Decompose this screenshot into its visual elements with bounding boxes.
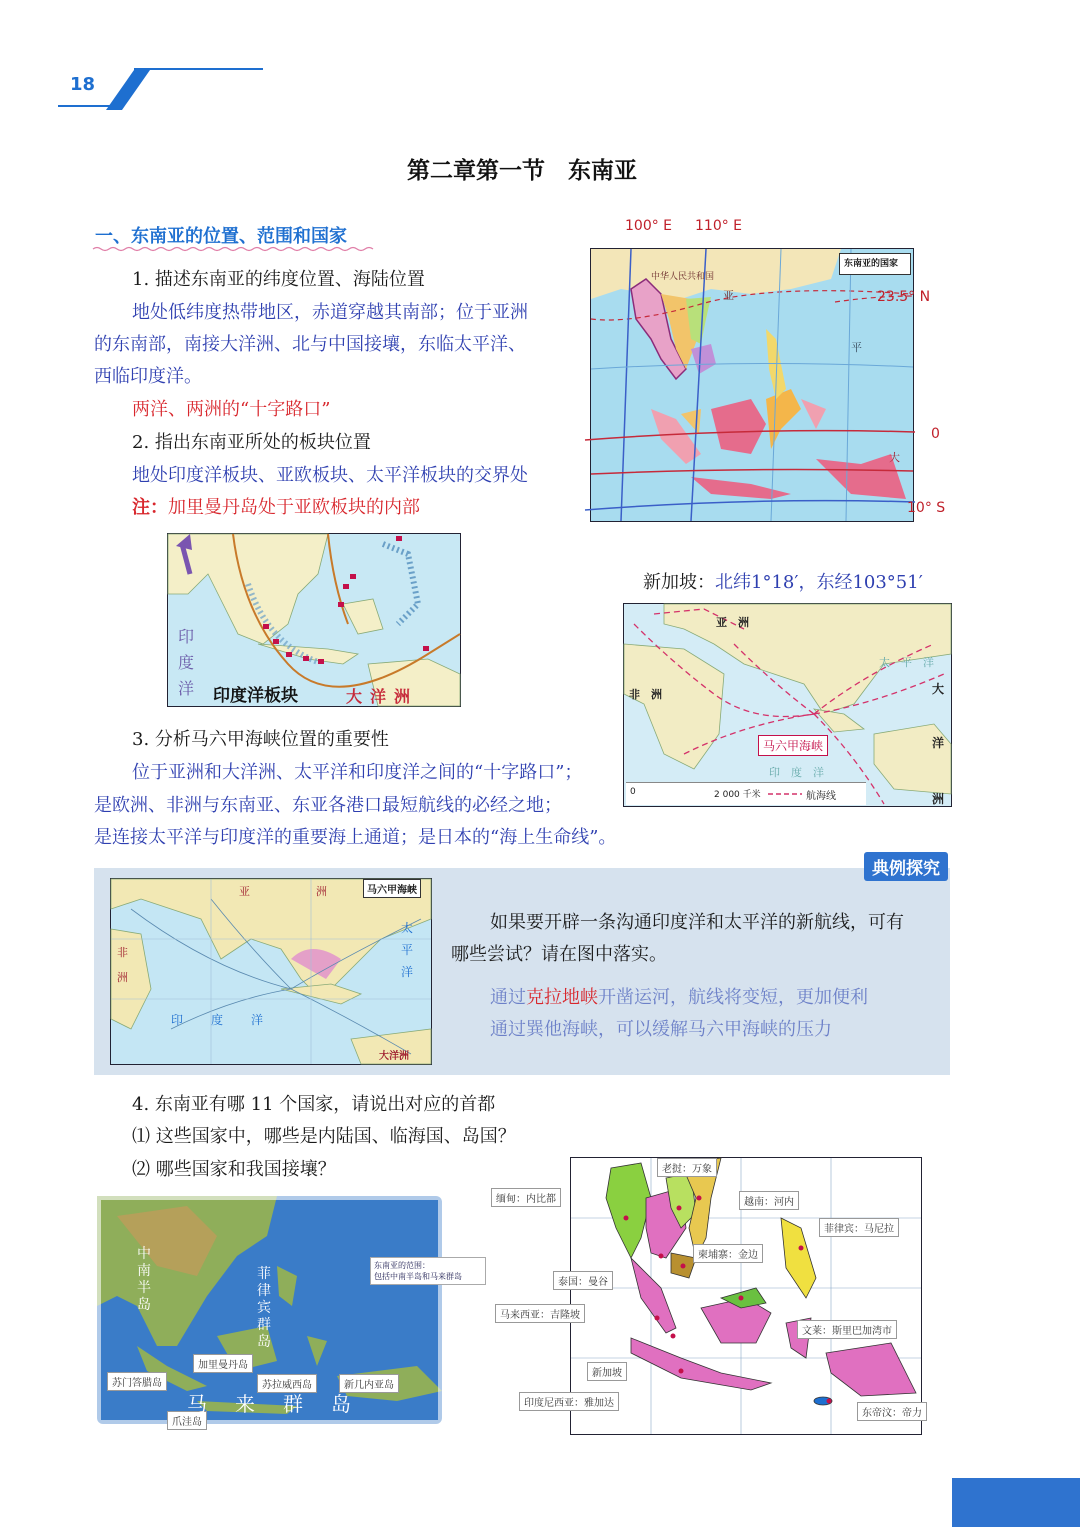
malacca-label-yang2: 洋 <box>251 1013 264 1027</box>
lat-label-tropic: 23.5° N <box>877 289 931 305</box>
malacca-map-drawing <box>111 879 431 1064</box>
capital-indonesia: 印度尼西亚：雅加达 <box>519 1392 619 1411</box>
shipping-route-map <box>623 603 952 807</box>
singapore-coords: 北纬1°18′，东经103°51′ <box>715 572 923 593</box>
malacca-label-ya: 亚 <box>239 885 250 898</box>
route-label-yang: 洋 <box>932 736 945 750</box>
example-question-line-1: 如果要开辟一条沟通印度洋和太平洋的新航线，可有 <box>490 912 904 933</box>
capital-thailand: 泰国：曼谷 <box>553 1271 613 1290</box>
label-oceania: 大 <box>889 451 900 464</box>
corner-block <box>952 1478 1080 1527</box>
answer-1-line-1: 地处低纬度热带地区，赤道穿越其南部；位于亚洲 <box>132 302 528 323</box>
relief-map <box>97 1196 442 1428</box>
example-answer-1 <box>490 982 868 1014</box>
question-2: 2. 指出东南亚所处的板块位置 <box>132 432 371 453</box>
capital-philippines: 菲律宾：马尼拉 <box>819 1218 899 1237</box>
example-tag: 典例探究 <box>864 852 948 881</box>
page-header <box>58 66 268 110</box>
answer-1-line-3: 西临印度洋。 <box>94 366 202 387</box>
route-label-da: 大 <box>932 682 945 696</box>
example-answer-1-key: 克拉地峡 <box>526 987 598 1008</box>
lat-label-equator: 0 <box>931 426 940 442</box>
malacca-label-yang1: 洋 <box>401 965 414 979</box>
example-answer-1-prefix: 通过 <box>490 987 526 1008</box>
capital-myanmar: 缅甸：内比都 <box>491 1188 561 1207</box>
route-label-zhou: 洲 <box>932 792 945 806</box>
answer-3-line-2: 是欧洲、非洲与东南亚、东亚各港口最短航线的必经之地； <box>94 795 562 816</box>
scale-text: 2 000 千米 <box>714 790 761 800</box>
relief-callout-line-1: 东南亚的范围： <box>374 1261 430 1270</box>
capital-vietnam: 越南：河内 <box>739 1191 799 1210</box>
relief-label-malay: 马 来 群 岛 <box>187 1392 355 1416</box>
relief-label-kalimantan: 加里曼丹岛 <box>193 1354 253 1373</box>
route-strait-label: 马六甲海峡 <box>758 735 828 756</box>
lon-label-110: 110° E <box>695 218 743 234</box>
note-text: 加里曼丹岛处于亚欧板块的内部 <box>168 497 420 518</box>
label-asia: 亚 <box>723 289 734 302</box>
plate-map-drawing <box>168 534 460 706</box>
map1-extension-lines <box>585 212 955 530</box>
answer-3-line-1: 位于亚洲和大洋洲、太平洋和印度洋之间的“十字路口”； <box>132 762 583 783</box>
legend-route: 航海线 <box>806 791 836 802</box>
malacca-map <box>110 878 432 1065</box>
relief-callout-line-2: 包括中南半岛和马来群岛 <box>374 1272 462 1281</box>
plate-label-oceania: 大洋洲 <box>346 687 419 706</box>
question-1: 1. 描述东南亚的纬度位置、海陆位置 <box>132 269 425 290</box>
route-label-africa: 非 洲 <box>629 688 662 701</box>
capital-timor-leste: 东帝汶：帝力 <box>857 1402 927 1421</box>
malacca-label-du: 度 <box>211 1013 224 1027</box>
capital-brunei: 文莱：斯里巴加湾市 <box>797 1320 897 1339</box>
malacca-label-tai: 太 <box>401 921 414 935</box>
lon-label-100: 100° E <box>625 218 673 234</box>
answer-1-note: 两洋、两洲的“十字路口” <box>132 399 331 420</box>
route-label-indian: 印 度 洋 <box>769 766 824 779</box>
question-4-1: ⑴ 这些国家中，哪些是内陆国、临海国、岛国？ <box>132 1126 516 1147</box>
malacca-map-title: 马六甲海峡 <box>363 879 421 898</box>
relief-label-sumatra: 苏门答腊岛 <box>107 1372 167 1391</box>
question-4: 4. 东南亚有哪 11 个国家，请说出对应的首都 <box>132 1094 496 1115</box>
plate-label-indian: 印度洋板块 <box>213 686 298 706</box>
singapore-prefix: 新加坡： <box>643 572 715 593</box>
section-heading: 一、东南亚的位置、范围和国家 <box>95 226 347 247</box>
example-answer-1-suffix: 开凿运河，航线将变短，更加便利 <box>598 987 868 1008</box>
capital-malaysia: 马来西亚：吉隆坡 <box>495 1304 585 1323</box>
singapore-line <box>643 567 923 599</box>
relief-label-newguinea: 新几内亚岛 <box>339 1374 399 1393</box>
plate-label-ocean: 印度洋 <box>178 627 195 698</box>
scale-zero: 0 <box>630 787 636 797</box>
page-title: 第二章第一节 东南亚 <box>407 158 637 184</box>
route-map-legend <box>626 782 866 805</box>
capital-singapore: 新加坡 <box>587 1362 627 1381</box>
answer-3-line-3: 是连接太平洋与印度洋的重要海上通道；是日本的“海上生命线”。 <box>94 827 617 848</box>
capitals-map <box>496 1157 922 1435</box>
capital-cambodia: 柬埔寨：金边 <box>693 1244 763 1263</box>
relief-label-sulawesi: 苏拉威西岛 <box>257 1374 317 1393</box>
relief-label-java: 爪洼岛 <box>167 1411 207 1430</box>
map1-legend-title: 东南亚的国家 <box>844 259 899 269</box>
malacca-label-zhou1: 洲 <box>316 885 327 898</box>
page-number: 18 <box>70 74 96 95</box>
malacca-label-fei: 非 <box>117 946 128 959</box>
sea-countries-map <box>585 212 955 530</box>
malacca-label-zhou2: 洲 <box>117 971 128 984</box>
plate-map <box>167 533 461 707</box>
lat-label-10s: 10° S <box>907 500 946 516</box>
note-line <box>132 492 420 524</box>
note-label: 注： <box>132 497 168 518</box>
label-pacific: 平 <box>851 341 862 354</box>
label-china: 中华人民共和国 <box>651 272 715 282</box>
malacca-label-ping: 平 <box>401 943 414 957</box>
question-3: 3. 分析马六甲海峡位置的重要性 <box>132 729 389 750</box>
answer-2: 地处印度洋板块、亚欧板块、太平洋板块的交界处 <box>132 465 528 486</box>
example-question-line-2: 哪些尝试？请在图中落实。 <box>451 944 667 965</box>
relief-callout <box>370 1257 486 1285</box>
malacca-label-yin: 印 <box>171 1013 184 1027</box>
malacca-label-oceania: 大洋洲 <box>379 1051 409 1062</box>
answer-1-line-2: 的东南部，南接大洋洲、北与中国接壤，东临太平洋、 <box>94 334 526 355</box>
example-answer-2: 通过巽他海峡，可以缓解马六甲海峡的压力 <box>490 1019 832 1040</box>
heading-wave-underline <box>93 246 373 252</box>
example-panel <box>94 859 950 1075</box>
question-4-2: ⑵ 哪些国家和我国接壤？ <box>132 1159 336 1180</box>
route-label-asia: 亚 洲 <box>716 616 749 629</box>
relief-label-philippines: 菲律宾群岛 <box>257 1266 271 1350</box>
relief-label-zhongnan: 中南半岛 <box>137 1246 151 1313</box>
capital-laos: 老挝：万象 <box>657 1158 717 1177</box>
route-label-pacific: 太 平 洋 <box>879 656 934 669</box>
